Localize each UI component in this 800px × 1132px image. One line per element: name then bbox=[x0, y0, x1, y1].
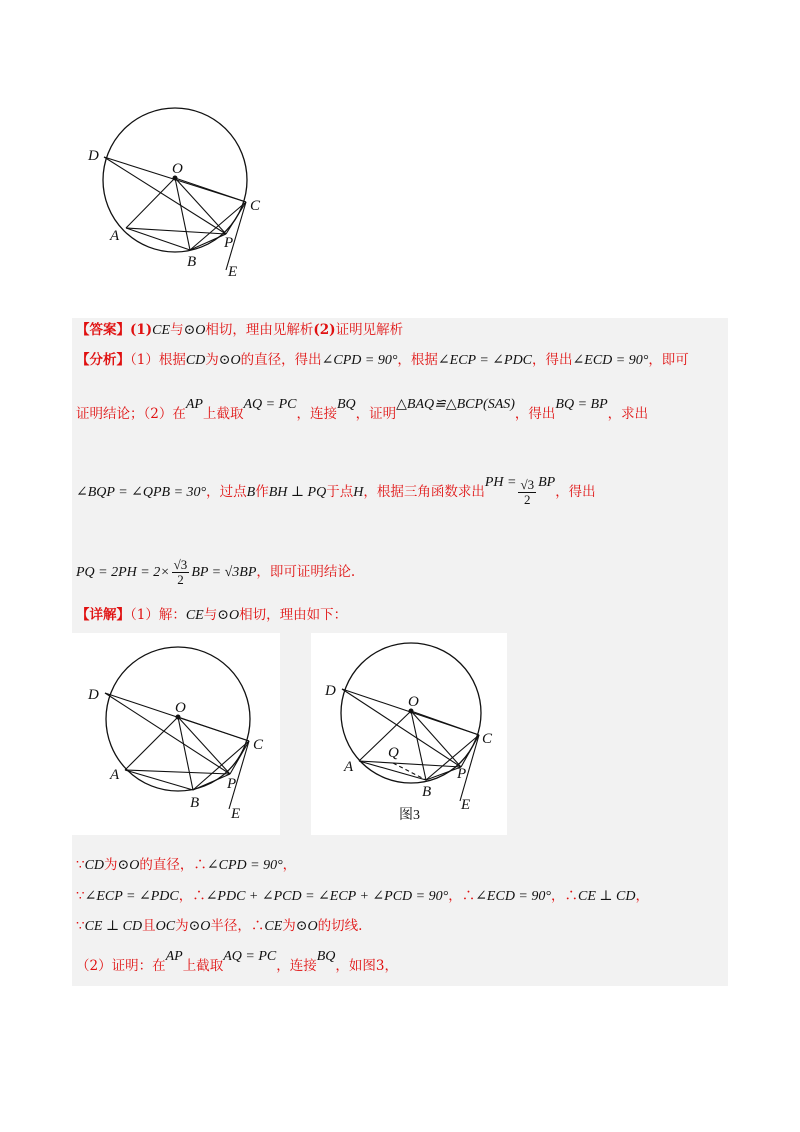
fraction-sqrt3-over-2: $\frac{√3}{2}$ bbox=[173, 557, 188, 587]
analysis-line-1: 【分析】（1）根据CD为⊙O的直径，得出∠CPD = 90°，根据∠ECP = ∠PDC，得出∠ECD = 90°，即可 bbox=[76, 352, 689, 368]
label-A: A bbox=[344, 759, 354, 775]
circle-diagram-fig3 bbox=[311, 633, 507, 835]
analysis-line-4: PQ = 2PH = 2× $\frac{√3}{2}$ BP = √3BP，即可证明结论. bbox=[76, 557, 356, 587]
label-C: C bbox=[250, 198, 261, 214]
label-E: E bbox=[231, 806, 241, 822]
analysis-line-3: ∠BQP = ∠QPB = 30°，过点B作BH ⊥ PQ于点H，根据三角函数求出PH = $\frac{√3}{2}$ BP，得出 bbox=[76, 475, 596, 507]
label-C: C bbox=[253, 737, 264, 753]
label-E: E bbox=[228, 264, 238, 280]
label-P: P bbox=[224, 235, 234, 251]
label-D: D bbox=[325, 683, 336, 699]
label-B: B bbox=[187, 254, 197, 270]
detail-tag: 【详解】 bbox=[76, 607, 130, 623]
figure-top bbox=[80, 85, 280, 285]
label-O: O bbox=[408, 694, 419, 710]
detail-statement-2: ∵∠ECP = ∠PDC，∴∠PDC + ∠PCD = ∠ECP + ∠PCD = 90°，∴∠ECD = 90°，∴CE ⊥ CD， bbox=[76, 888, 649, 904]
circle-diagram-top bbox=[80, 85, 280, 285]
label-E: E bbox=[461, 797, 471, 813]
detail-statement-4: （2）证明：在AP上截取AQ = PC，连接BQ，如图3， bbox=[76, 949, 398, 974]
label-A: A bbox=[110, 767, 120, 783]
label-Q: Q bbox=[388, 745, 399, 761]
answer-tag: 【答案】 bbox=[76, 322, 130, 338]
fraction-sqrt3-over-2: $\frac{√3}{2}$ bbox=[520, 477, 535, 507]
label-B: B bbox=[422, 784, 432, 800]
label-O: O bbox=[175, 700, 186, 716]
label-P: P bbox=[227, 776, 237, 792]
circle-diagram-left bbox=[72, 633, 280, 835]
figure-caption: 图3 bbox=[399, 808, 420, 823]
label-A: A bbox=[110, 228, 120, 244]
label-O: O bbox=[172, 161, 183, 177]
figure-left bbox=[72, 633, 280, 835]
analysis-line-2: 证明结论；（2）在AP上截取AQ = PC，连接BQ，证明△BAQ≌△BCP(SAS)，得出BQ = BP，求出 bbox=[76, 397, 649, 422]
label-D: D bbox=[88, 148, 99, 164]
label-D: D bbox=[88, 687, 99, 703]
analysis-tag: 【分析】 bbox=[76, 352, 130, 368]
detail-line-1: 【详解】（1）解：CE与⊙O相切，理由如下： bbox=[76, 607, 348, 623]
figure-3 bbox=[311, 633, 507, 835]
label-C: C bbox=[482, 731, 493, 747]
detail-statement-3: ∵CE ⊥ CD且OC为⊙O半径，∴CE为⊙O的切线. bbox=[76, 918, 363, 934]
label-P: P bbox=[457, 766, 467, 782]
answer-line: 【答案】(1)CE与⊙O相切，理由见解析(2)证明见解析 bbox=[76, 322, 404, 338]
label-B: B bbox=[190, 795, 200, 811]
detail-statement-1: ∵CD为⊙O的直径，∴∠CPD = 90°， bbox=[76, 857, 297, 873]
